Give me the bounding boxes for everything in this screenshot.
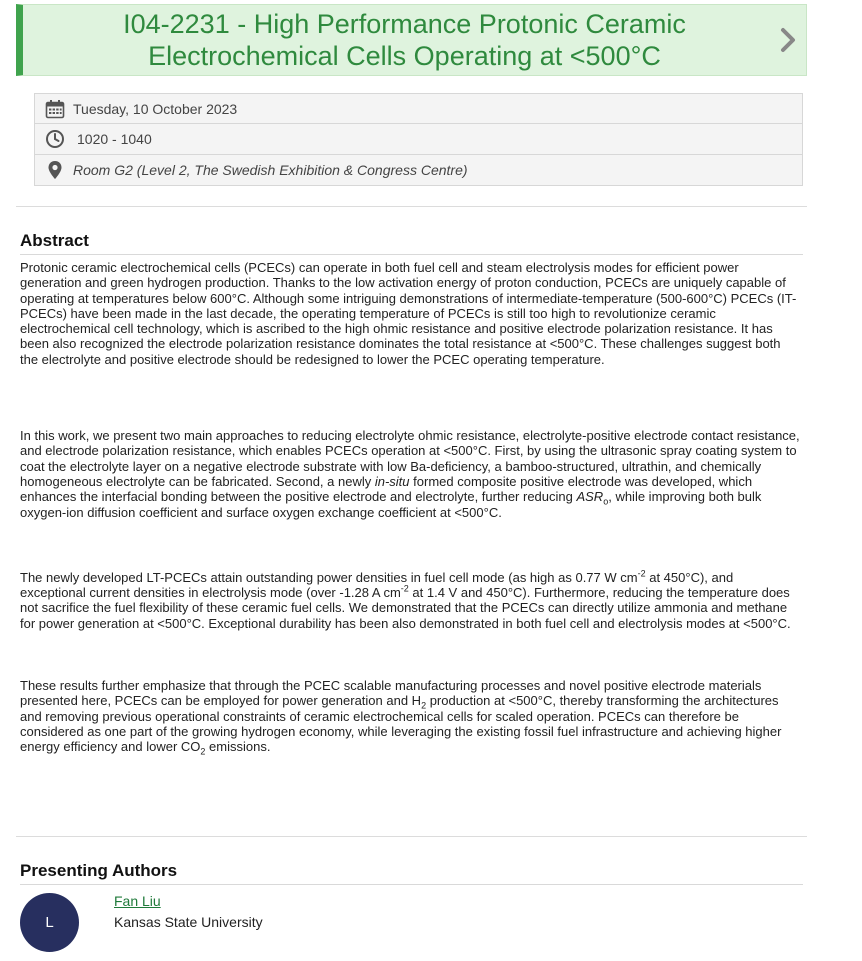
author-name-link[interactable]: Fan Liu [114, 893, 161, 909]
session-date: Tuesday, 10 October 2023 [73, 100, 238, 117]
abstract-heading-rule [20, 254, 803, 255]
calendar-icon [43, 99, 67, 119]
divider [16, 836, 807, 837]
abstract-paragraph-3: The newly developed LT-PCECs attain outstanding power densities in fuel cell mode (as high as 0.77 W $cm^{-2}$ at 450°C), and exceptional current densities in electrolysis mode (over -1.28 A $cm^{-2}$ at 1.4 V and 450°C). Furthermore, reducing the temperature does not sacrifice the fuel flexibility of these ceramic fuel cells. We demonstrated that the PCECs can directly utilize ammonia and methane for power generation at <500°C. Exceptional durability has been also demonstrated in both fuel cell and electrolysis modes at <500°C. [20, 568, 791, 631]
session-room: Room G2 (Level 2, The Swedish Exhibition & Congress Centre) [73, 162, 468, 178]
session-date-row [34, 93, 803, 124]
divider [16, 206, 807, 207]
avatar: L [20, 893, 79, 952]
session-title: I04-2231 - High Performance Protonic Ceramic Electrochemical Cells Operating at <500°C [123, 9, 686, 71]
session-info [34, 93, 803, 186]
author-card [20, 893, 803, 953]
clock-icon [43, 129, 67, 149]
session-time: 1020 - 1040 [77, 131, 152, 147]
abstract-paragraph-2: In this work, we present two main approaches to reducing electrolyte ohmic resistance, electrolyte-positive electrode contact resistance, and electrode polarization resistance, which enables PCECs operation at <500°C. First, by using the ultrasonic spray coating system to coat the electrolyte layer on a negative electrode substrate with low Ba-deficiency, a bamboo-structured, ultrathin, and chemically homogeneous electrolyte can be fabricated. Second, a newly in-situ formed composite positive electrode was developed, which enhances the interfacial bonding between the positive electrode and electrolyte, further reducing $ASR_o$, while improving both bulk oxygen-ion diffusion coefficient and surface oxygen exchange coefficient at <500°C. [20, 428, 800, 520]
session-title-bar[interactable] [16, 4, 807, 76]
authors-heading-rule [20, 884, 803, 885]
abstract-paragraph-1: Protonic ceramic electrochemical cells (PCECs) can operate in both fuel cell and steam electrolysis modes for efficient power generation and green hydrogen production. Thanks to the low activation energy of proton conduction, PCECs are uniquely capable of operating at temperatures below 600°C. Although some intriguing demonstrations of intermediate-temperature (500-600°C) PCECs (IT-PCECs) have been made in the last decade, the operating temperature of PCECs is still too high to revolutionize ceramic electrochemical cell technology, which is ascribed to the high ohmic resistance and positive electrode polarization resistance. It has been also recognized the electrode polarization resistance dominates the total resistance at <500°C. These challenges suggest both the electrolyte and positive electrode should be redesigned to lower the PCEC operating temperature. [20, 260, 797, 367]
map-pin-icon [43, 160, 67, 180]
abstract-body [20, 260, 802, 755]
abstract-paragraph-4: These results further emphasize that through the PCEC scalable manufacturing processes and novel positive electrode materials presented here, PCECs can be employed for power generation and $H_2$ production at <500°C, thereby transforming the architectures and removing previous operational constraints of ceramic electrochemical cells for scaled operation. PCECs can therefore be considered as one part of the growing hydrogen economy, while leveraging the existing fossil fuel infrastructure and achieving higher energy efficiency and lower $CO_2$ emissions. [20, 678, 782, 757]
session-room-row [34, 155, 803, 186]
chevron-right-icon[interactable] [778, 27, 800, 53]
author-affiliation: Kansas State University [114, 914, 263, 930]
presenting-authors-heading: Presenting Authors [20, 861, 178, 880]
abstract-heading: Abstract [20, 231, 89, 250]
session-time-row [34, 124, 803, 155]
